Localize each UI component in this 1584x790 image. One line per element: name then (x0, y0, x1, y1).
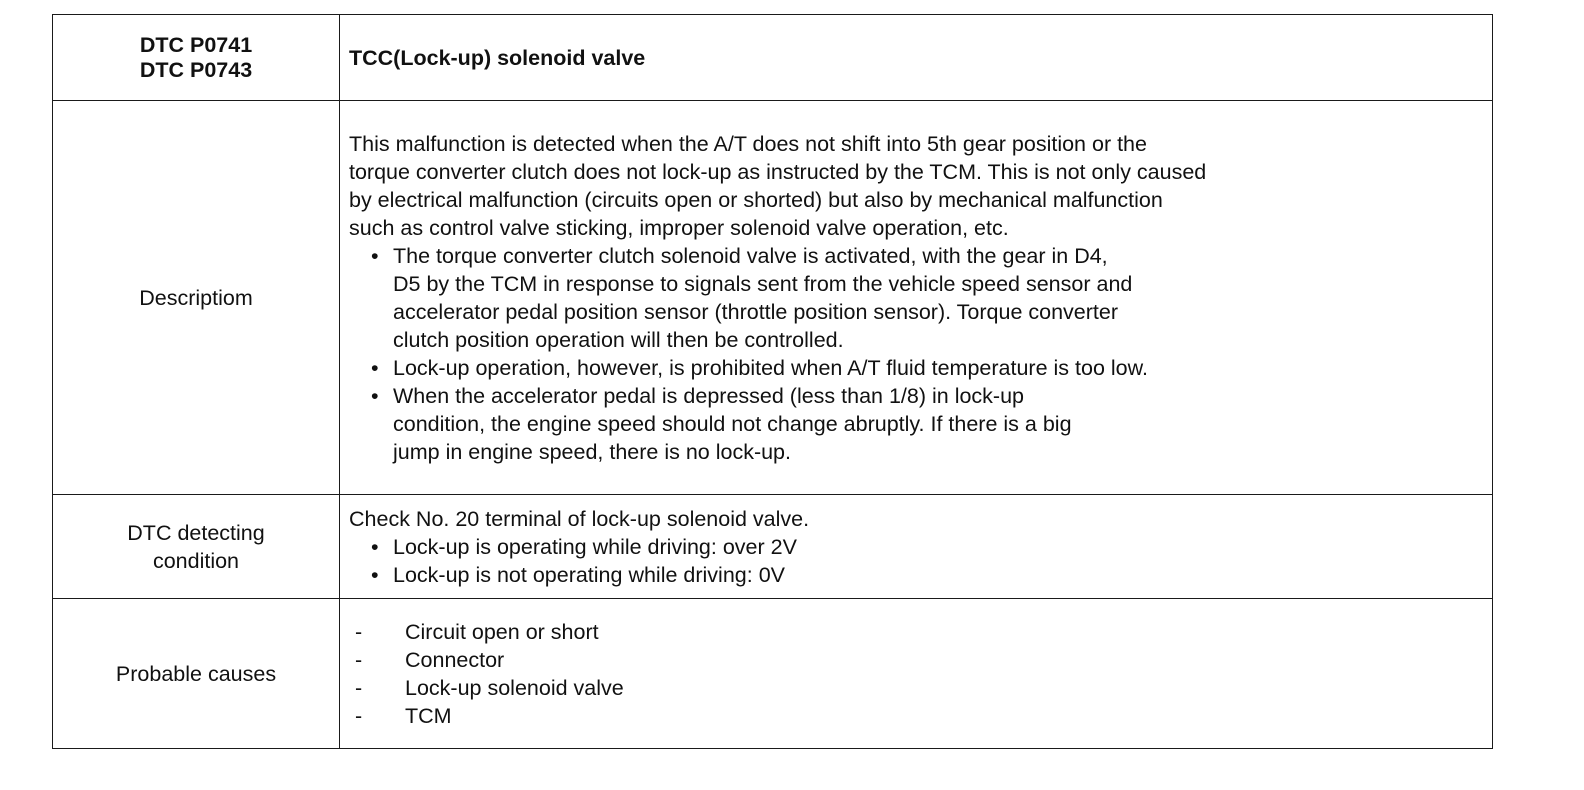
bullet-icon: • (371, 243, 379, 268)
intro-line: by electrical malfunction (circuits open or shorted) but also by mechanical malfunction (349, 187, 1163, 212)
bullet-icon: • (371, 562, 379, 587)
dash-icon: - (355, 647, 363, 672)
description-label-cell (53, 101, 340, 495)
bullet-line: condition, the engine speed should not change abruptly. If there is a big (393, 411, 1072, 436)
detecting-intro: Check No. 20 terminal of lock-up solenoid valve. (349, 506, 810, 531)
bullet-line: The torque converter clutch solenoid valve is activated, with the gear in D4, (393, 243, 1108, 268)
component-title: TCC(Lock-up) solenoid valve (349, 45, 646, 70)
causes-content-cell (340, 599, 1493, 749)
causes-label: Probable causes (115, 661, 277, 686)
detecting-label-line: condition (152, 548, 240, 573)
bullet-line: When the accelerator pedal is depressed (less than 1/8) in lock-up (393, 383, 1025, 408)
detecting-condition-row (53, 495, 1493, 599)
cause-item (349, 618, 1484, 646)
causes-list (349, 618, 1484, 730)
intro-line: such as control valve sticking, improper solenoid valve operation, etc. (349, 215, 1009, 240)
dash-icon: - (355, 703, 363, 728)
description-row (53, 101, 1493, 495)
bullet-line: Lock-up is not operating while driving: 0V (393, 562, 785, 587)
title-row (53, 15, 1493, 101)
dash-icon: - (355, 675, 363, 700)
dtc-code-1: DTC P0741 (139, 32, 253, 57)
bullet-line: clutch position operation will then be controlled. (393, 327, 844, 352)
bullet-icon: • (371, 534, 379, 559)
dash-icon: - (355, 619, 363, 644)
causes-label-cell (53, 599, 340, 749)
bullet-icon: • (371, 355, 379, 380)
bullet-line: Lock-up operation, however, is prohibited when A/T fluid temperature is too low. (393, 355, 1148, 380)
cause-item (349, 702, 1484, 730)
detecting-bullet-list (349, 533, 1484, 589)
cause-text: Connector (405, 647, 505, 672)
intro-line: This malfunction is detected when the A/T does not shift into 5th gear position or the (349, 131, 1147, 156)
cause-text: Circuit open or short (405, 619, 599, 644)
detecting-content-cell (340, 495, 1493, 599)
cause-text: TCM (405, 703, 452, 728)
dtc-table (52, 14, 1493, 749)
bullet-line: Lock-up is operating while driving: over 2V (393, 534, 797, 559)
dtc-code-2: DTC P0743 (139, 57, 253, 82)
description-bullet-item (371, 354, 1484, 382)
description-bullet-list (349, 242, 1484, 466)
detecting-label (53, 519, 339, 575)
bullet-icon: • (371, 383, 379, 408)
detecting-bullet-item (371, 533, 1484, 561)
description-bullet-item (371, 242, 1484, 354)
description-content-cell (340, 101, 1493, 495)
bullet-line: jump in engine speed, there is no lock-up. (393, 439, 791, 464)
title-cell (340, 15, 1493, 101)
bullet-line: accelerator pedal position sensor (throttle position sensor). Torque converter (393, 299, 1119, 324)
cause-item (349, 674, 1484, 702)
description-intro (349, 130, 1484, 242)
dtc-codes-cell (53, 15, 340, 101)
cause-item (349, 646, 1484, 674)
cause-text: Lock-up solenoid valve (405, 675, 624, 700)
detecting-bullet-item (371, 561, 1484, 589)
detecting-label-line: DTC detecting (127, 520, 265, 545)
dtc-codes (53, 33, 339, 83)
description-label: Descriptiom (139, 285, 253, 310)
bullet-line: D5 by the TCM in response to signals sent from the vehicle speed sensor and (393, 271, 1133, 296)
description-content (349, 126, 1484, 470)
probable-causes-row (53, 599, 1493, 749)
description-bullet-item (371, 382, 1484, 466)
intro-line: torque converter clutch does not lock-up as instructed by the TCM. This is not only caused (349, 159, 1207, 184)
detecting-label-cell (53, 495, 340, 599)
